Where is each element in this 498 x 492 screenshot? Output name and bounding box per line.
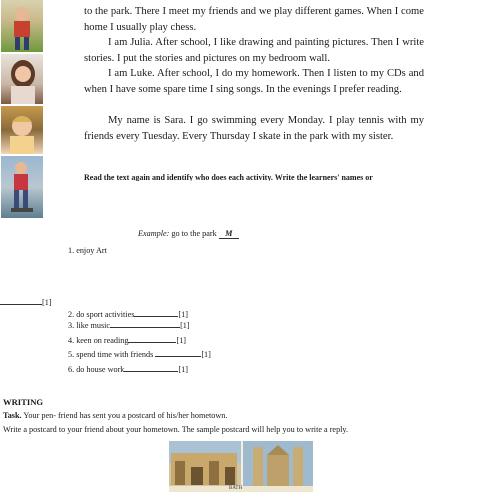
passage-intro: to the park. There I meet my friends and we play different games. When I come home I usually play chess.: [84, 6, 424, 33]
item-2-mark: [1]: [178, 310, 188, 319]
item-1-answer[interactable]: [0, 298, 52, 307]
example-line: [138, 229, 239, 239]
item-6: [68, 365, 188, 374]
item-6-text: do house work: [76, 365, 125, 374]
item-5-text: spend time with friends: [76, 350, 154, 359]
item-1-text: enjoy Art: [76, 246, 107, 255]
item-5-blank[interactable]: [155, 356, 201, 357]
child-photo-3: [1, 106, 43, 154]
item-6-number: 6.: [68, 365, 75, 374]
example-label: Example:: [138, 229, 170, 238]
item-4-number: 4.: [68, 336, 75, 345]
item-4: [68, 336, 186, 345]
item-3-text: like music: [76, 321, 111, 330]
writing-instruction: Write a postcard to your friend about your hometown. The sample postcard will help you to write a reply.: [3, 425, 349, 434]
item-5: [68, 350, 211, 359]
item-1: [68, 246, 107, 255]
item-3-number: 3.: [68, 321, 75, 330]
example-answer: M: [219, 229, 239, 239]
item-4-text: keen on reading: [76, 336, 129, 345]
item-3-mark: [1]: [180, 321, 190, 330]
child-photo-2: [1, 54, 43, 104]
task-text: Your pen- friend has sent you a postcard of his/her hometown.: [23, 411, 228, 420]
instruction-clip: [84, 172, 424, 181]
task-label: Task.: [3, 411, 22, 420]
passage-julia: I am Julia. After school, I like drawing and painting pictures. Then I write stories. I put the stories and pictures on my bedroom wall.: [84, 37, 424, 64]
item-2-text: do sport activities: [76, 310, 135, 319]
passage-luke: I am Luke. After school, I do my homework. Then I listen to my CDs and when I have some spare time I sing songs. In the evenings I prefer reading.: [84, 68, 424, 95]
item-1-blank[interactable]: [0, 304, 42, 305]
item-1-number: 1.: [68, 246, 75, 255]
child-photo-1: [1, 0, 43, 52]
item-2-blank[interactable]: [134, 316, 178, 317]
item-5-number: 5.: [68, 350, 75, 359]
instruction-text: Read the text again and identify who does each activity. Write the learners' names or: [84, 173, 373, 181]
passage-sara: My name is Sara. I go swimming every Monday. I play tennis with my friends every Tuesday. Every Thursday I skate in the park with my sister.: [84, 115, 424, 142]
item-6-blank[interactable]: [124, 371, 178, 372]
postcard-illustration: [169, 441, 313, 492]
writing-heading: WRITING: [3, 397, 44, 407]
child-photo-4: [1, 156, 43, 218]
postcard-image: [169, 441, 313, 492]
item-3: [68, 321, 190, 330]
item-2: [68, 310, 188, 319]
item-1-mark: [1]: [42, 298, 52, 307]
item-6-mark: [1]: [178, 365, 188, 374]
postcard-caption: BATH: [229, 486, 243, 491]
item-4-mark: [1]: [176, 336, 187, 345]
writing-task: [3, 411, 227, 420]
item-2-number: 2.: [68, 310, 75, 319]
item-3-blank[interactable]: [110, 327, 180, 328]
example-text: go to the park: [171, 229, 217, 238]
item-4-blank[interactable]: [128, 342, 176, 343]
item-5-mark: [1]: [201, 350, 211, 359]
